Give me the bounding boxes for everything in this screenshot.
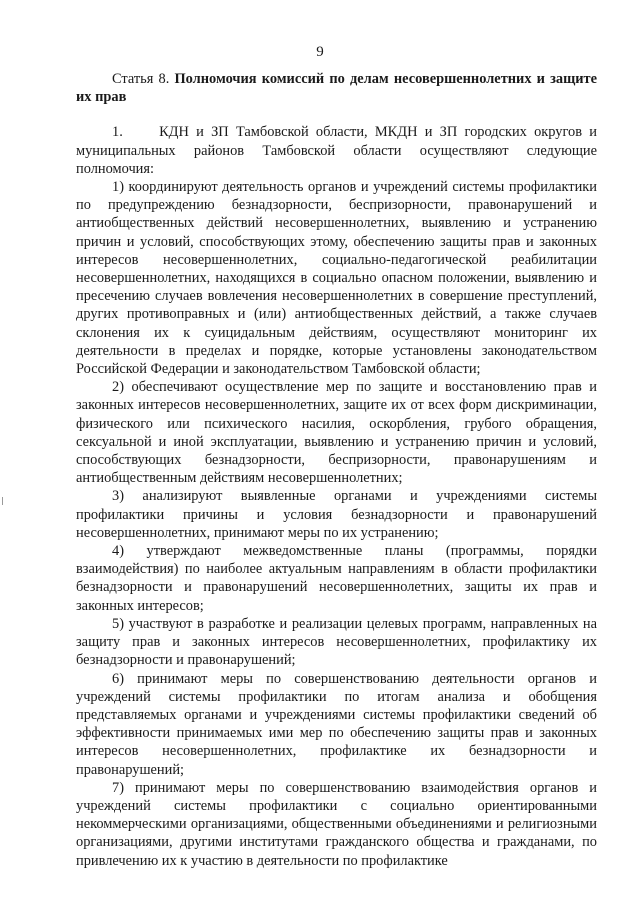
clause-text: КДН и ЗП Тамбовской области, МКДН и ЗП городских округов и муниципальных районов Тамбовской области осуществляют следующие полномочия: <box>76 124 597 177</box>
page-number: 9 <box>316 44 324 60</box>
list-item: 4) утверждают межведомственные планы (программы, порядки взаимодействия) по наиболее актуальным направлениям в области профилактики безнадзорности и правонарушений несовершеннолетних, защиты их прав и законных интересов; <box>76 543 597 614</box>
list-item: 1) координируют деятельность органов и учреждений системы профилактики по предупреждению безнадзорности, беспризорности, правонарушений и антиобщественных действий несовершеннолетних, выявлению и устранению причин и условий, способствующих этому, обеспечению защиты прав и законных интересов несовершеннолетних, социально-педагогической реабилитации несовершеннолетних, находящихся в социально опасном положении, выявлению и пресечению случаев вовлечения несовершеннолетних в совершение преступлений, других противоправных и (или) антиобщественных действий, а также случаев склонения их к суицидальным действиям, осуществляют мониторинг их деятельности в пределах и порядке, которые установлены законодательством Российской Федерации и законодательством Тамбовской области; <box>76 179 597 378</box>
list-item: 6) принимают меры по совершенствованию деятельности органов и учреждений системы профилактики по итогам анализа и обобщения представляемых органами и учреждениями системы профилактики сведений об эффективности принимаемых ими мер по обеспечению защиты прав и законных интересов несовершеннолетних, профилактике их безнадзорности и правонарушений; <box>76 670 597 778</box>
clause-1 <box>76 123 597 178</box>
list-item: 2) обеспечивают осуществление мер по защите и восстановлению прав и законных интересов несовершеннолетних, защите их от всех форм дискриминации, физического или психического насилия, оскорбления, грубого обращения, сексуальной и иной эксплуатации, выявлению и устранению причин и условий, способствующих безнадзорности, беспризорности, правонарушениям и антиобщественным действиям несовершеннолетних; <box>76 379 597 487</box>
document-body <box>76 70 597 870</box>
list-item: 5) участвуют в разработке и реализации целевых программ, направленных на защиту прав и законных интересов несовершеннолетних, профилактику их безнадзорности и правонарушений; <box>76 615 597 669</box>
article-heading <box>76 70 597 106</box>
article-number: Статья 8. <box>112 71 170 87</box>
article-title: Полномочия комиссий по делам несовершеннолетних и защите их прав <box>76 71 597 106</box>
margin-mark <box>2 497 3 505</box>
list-item: 7) принимают меры по совершенствованию взаимодействия органов и учреждений системы профилактики с социально ориентированными некоммерческими организациями, общественными объединениями и религиозными организациями, другими институтами гражданского общества и гражданами, по привлечению их к участию в деятельности по профилактике <box>76 779 597 869</box>
clause-number: 1. <box>112 124 123 141</box>
list-item: 3) анализируют выявленные органами и учреждениями системы профилактики причины и условия безнадзорности и правонарушений несовершеннолетних, принимают меры по их устранению; <box>76 488 597 541</box>
